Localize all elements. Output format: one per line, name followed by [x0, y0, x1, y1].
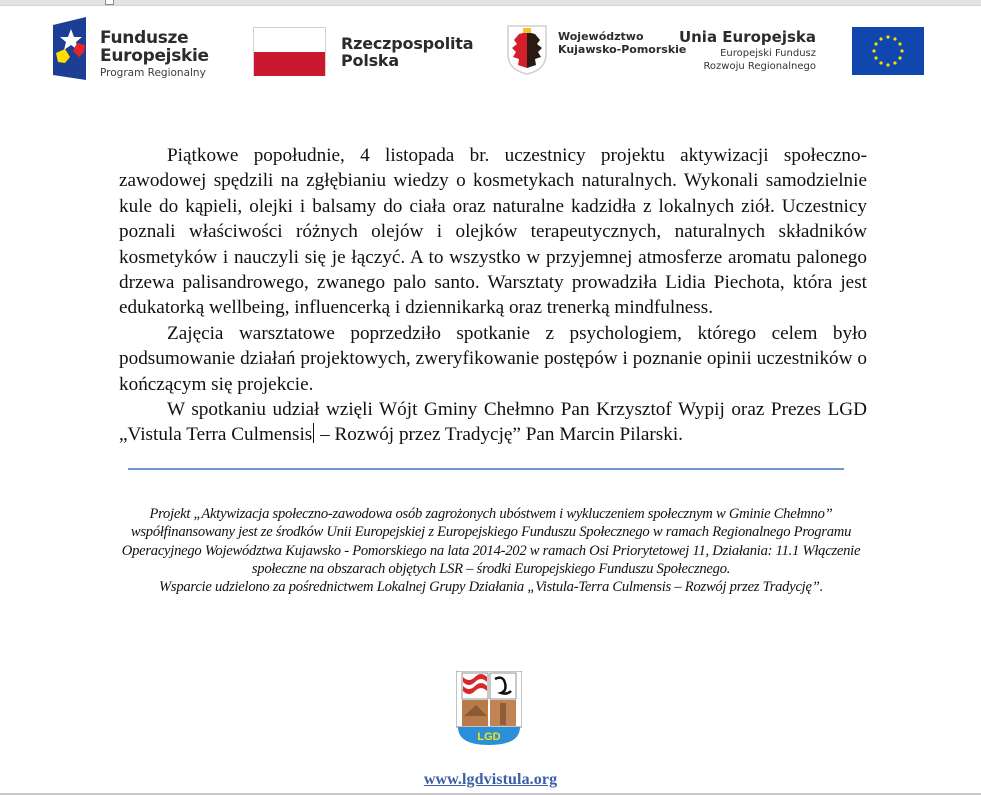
rzeczpospolita-polska-text: Rzeczpospolita Polska [341, 34, 474, 70]
funding-statement: Projekt „Aktywizacja społeczno-zawodowa osób zagrożonych ubóstwem i wykluczeniem społecznym w Gminie Chełmno” współfinansowany jest ze środków Unii Europejskiej z Europejskiego Funduszu Społecznego w ramach Regionalnego Programu Operacyjnego Województwa Kujawsko - Pomorskiego na lata 2014-202 w ramach Osi Priorytetowej 11, Działania: 11.1 Włączenie społeczne na obszarach objętych LSR – środki Europejskiego Funduszu Społecznego. [121, 506, 861, 577]
header-logos [0, 0, 981, 100]
unia-europejska-text: Unia Europejska Europejski Fundusz Rozwoju Regionalnego [678, 28, 816, 72]
kujawsko-pomorskie-text: Województwo Kujawsko-Pomorskie [558, 30, 687, 56]
fundusze-europejskie-logo-icon [53, 17, 86, 80]
polish-flag-icon [253, 27, 326, 76]
paragraph-2: Zajęcia warsztatowe poprzedziło spotkanie z psychologiem, którego celem było podsumowanie działań projektowych, zweryfikowanie postępów i poznanie opinii uczestników o kończącym się projekcie. [119, 322, 867, 395]
funding-footer [108, 505, 874, 596]
article-body[interactable] [119, 143, 867, 448]
fundusze-europejskie-text: Fundusze Europejskie Program Regionalny [100, 28, 209, 79]
support-statement: Wsparcie udzielono za pośrednictwem Lokalnej Grupy Działania „Vistula-Terra Culmensis – Rozwój przez Tradycję”. [159, 579, 823, 596]
website-link[interactable]: www.lgdvistula.org [423, 771, 558, 788]
paragraph-1: Piątkowe popołudnie, 4 listopada br. uczestnicy projektu aktywizacji społeczno-zawodowej spędzili na zgłębianiu wiedzy o kosmetykach naturalnych. Wykonali samodzielnie kule do kąpieli, olejki i balsamy do ciała oraz naturalne kadzidła z lokalnych ziół. Uczestnicy poznali właściwości różnych olejów i olejków terapeutycznych, naturalnych składników kosmetyków i nauczyli się je łączyć. A to wszystko w przyjemnej atmosferze aromatu palonego drzewa palisandrowego, zwanego palo santo. Warsztaty prowadziła Lidia Piechota, która jest edukatorką wellbeing, influencerką i dziennikarką oraz trenerką mindfulness. [119, 145, 867, 319]
kujawsko-pomorskie-shield-icon [506, 24, 548, 76]
eu-flag-icon [852, 27, 924, 75]
horizontal-divider [128, 468, 844, 470]
lgd-vistula-logo-icon [456, 671, 522, 745]
svg-text:LGD: LGD [477, 731, 501, 743]
paragraph-3: W spotkaniu udział wzięli Wójt Gminy Chełmno Pan Krzysztof Wypij oraz Prezes LGD „Vistula Terra Culmensis – Rozwój przez Tradycję” Pan Marcin Pilarski. [119, 399, 867, 446]
